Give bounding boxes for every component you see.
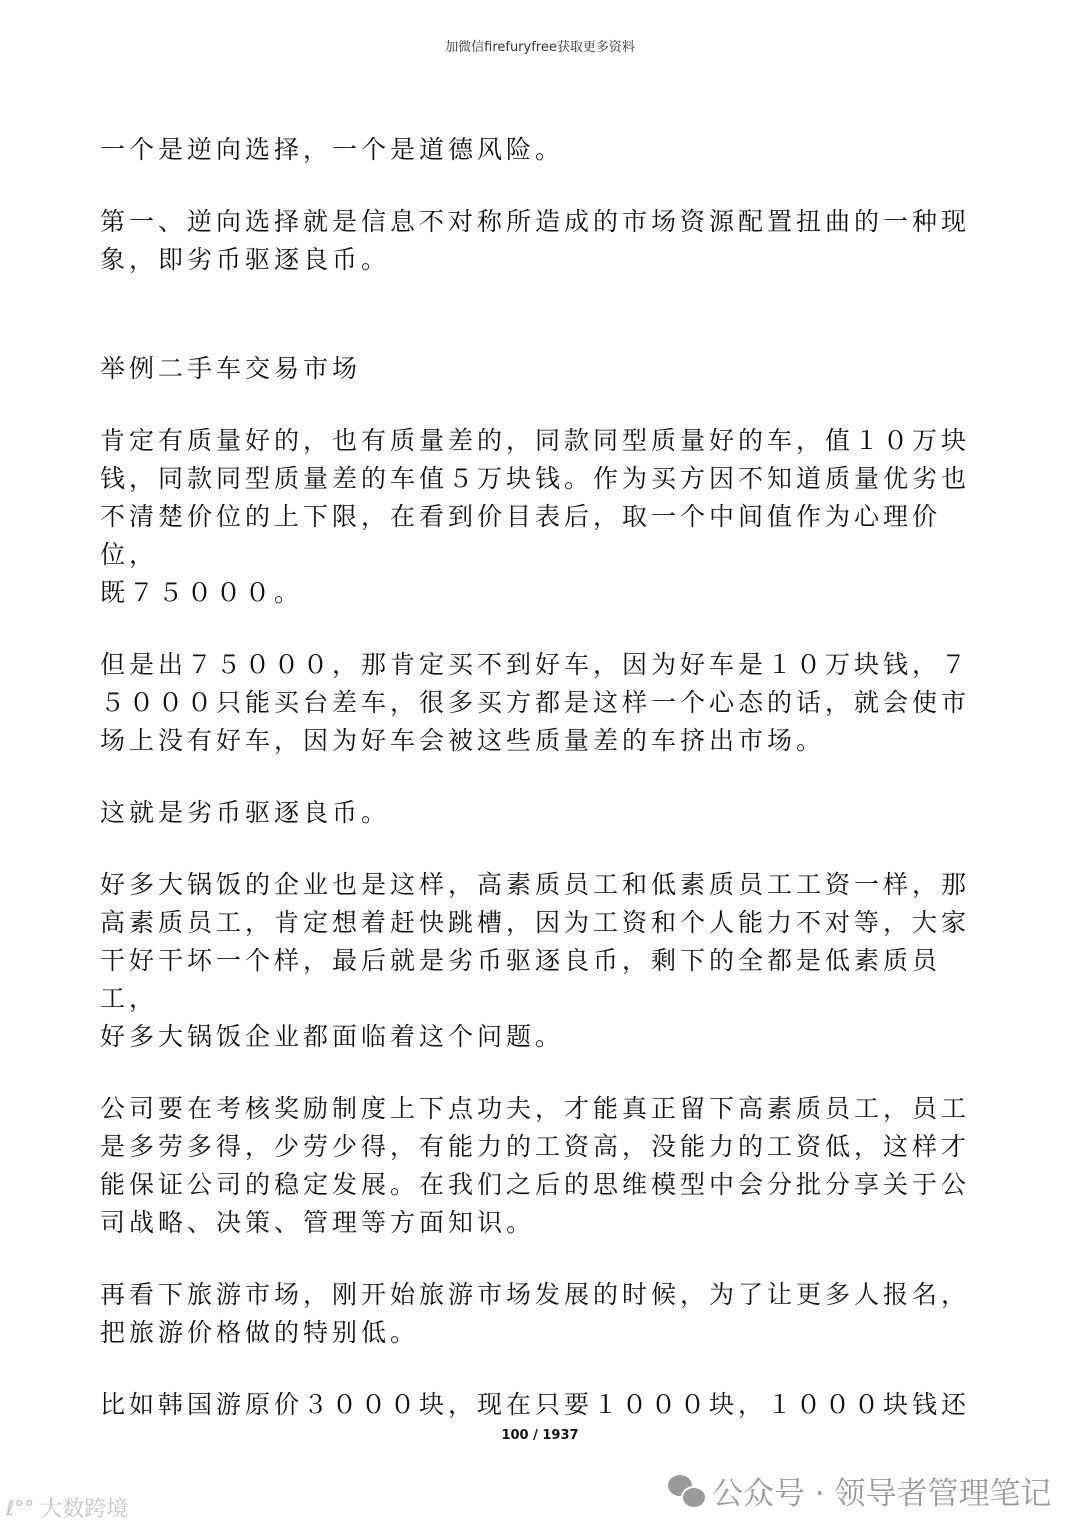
text-line: 司战略、决策、管理等方面知识。 [100,1208,536,1237]
logo-watermark-text: 大数跨境 [40,1497,129,1522]
text-line: ５０００只能买台差车，很多买方都是这样一个心态的话，就会使市 [100,688,971,717]
paragraph [100,794,984,832]
text-line: 好多大锅饭的企业也是这样，高素质员工和低素质员工工资一样，那 [100,870,971,899]
paragraph [100,866,984,1056]
text-line: 再看下旅游市场，刚开始旅游市场发展的时候，为了让更多人报名， [100,1280,971,1309]
text-line: 象，即劣币驱逐良币。 [100,245,391,274]
text-line: 比如韩国游原价３０００块，现在只要１０００块，１０００块钱还 [100,1390,971,1419]
text-line: 公司要在考核奖励制度上下点功夫，才能真正留下高素质员工，员工 [100,1094,971,1123]
text-line: 好多大锅饭企业都面临着这个问题。 [100,1022,565,1051]
logo-watermark [6,1492,128,1523]
page-header: 加微信firefuryfree获取更多资料 [445,40,635,55]
text-line: 一个是逆向选择，一个是道德风险。 [100,135,565,164]
text-line: 这就是劣币驱逐良币。 [100,798,391,827]
text-line: 举例二手车交易市场 [100,354,362,383]
document-body [100,131,984,1458]
text-line: 但是出７５０００，那肯定买不到好车，因为好车是１０万块钱，７ [100,650,971,679]
page-number: 100 / 1937 [501,1428,579,1443]
paragraph [100,422,984,612]
paragraph [100,1090,984,1242]
text-line: 既７５０００。 [100,578,304,607]
logo-icon: ℓ°° [6,1495,35,1520]
text-line: 不清楚价位的上下限，在看到价目表后，取一个中间值作为心理价位， [100,502,942,569]
text-line: 钱，同款同型质量差的车值５万块钱。作为买方因不知道质量优劣也 [100,464,971,493]
paragraph [100,1386,984,1424]
text-line: 能保证公司的稳定发展。在我们之后的思维模型中会分批分享关于公 [100,1170,971,1199]
text-line: 把旅游价格做的特别低。 [100,1318,420,1347]
text-line: 肯定有质量好的，也有质量差的，同款同型质量好的车，值１０万块 [100,426,971,455]
wechat-watermark [668,1468,1052,1513]
paragraph [100,350,984,388]
paragraph [100,131,984,169]
wechat-icon [668,1475,704,1507]
text-line: 场上没有好车，因为好车会被这些质量差的车挤出市场。 [100,726,826,755]
paragraph [100,1276,984,1352]
text-line: 高素质员工，肯定想着赶快跳槽，因为工资和个人能力不对等，大家 [100,908,971,937]
text-line: 干好干坏一个样，最后就是劣币驱逐良币，剩下的全都是低素质员工， [100,946,942,1013]
text-line: 是多劳多得，少劳少得，有能力的工资高，没能力的工资低，这样才 [100,1132,971,1161]
text-line: 第一、逆向选择就是信息不对称所造成的市场资源配置扭曲的一种现 [100,207,971,236]
paragraph [100,203,984,279]
wechat-watermark-text: 公众号 · 领导者管理笔记 [712,1476,1052,1512]
paragraph [100,646,984,760]
